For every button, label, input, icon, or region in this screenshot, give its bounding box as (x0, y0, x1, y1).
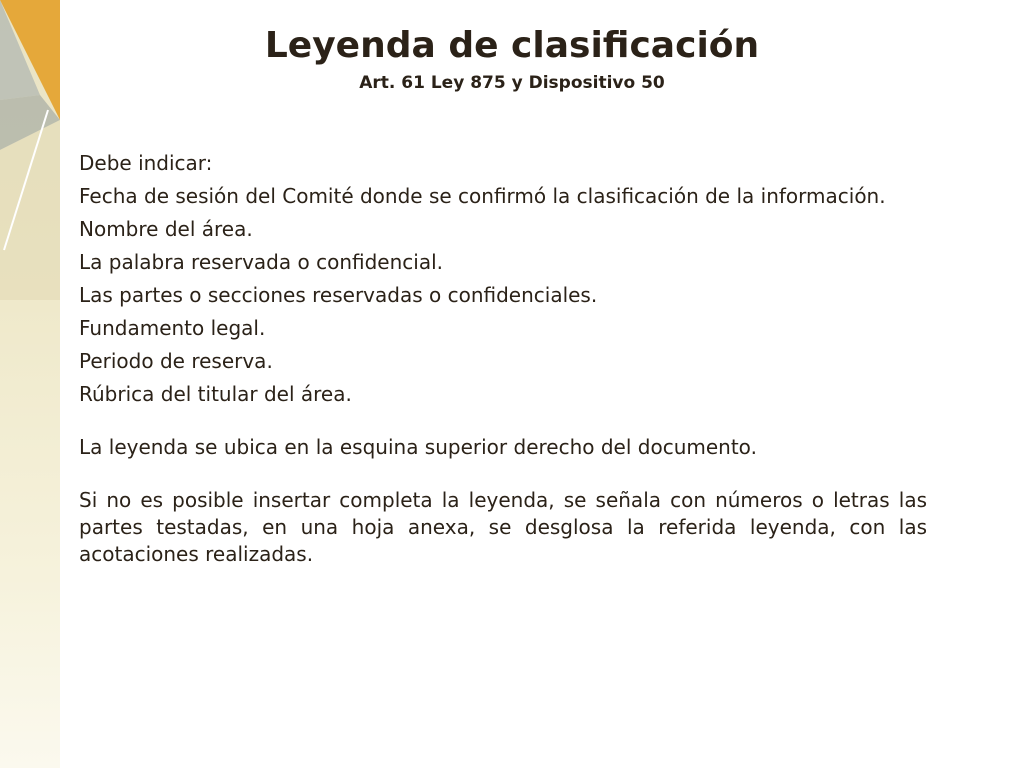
list-item: Periodo de reserva. (79, 349, 273, 373)
list-item: Fundamento legal. (79, 316, 266, 340)
slide-title: Leyenda de clasificación (264, 25, 760, 66)
list-item: La palabra reservada o confidencial. (79, 250, 443, 274)
title-block (60, 22, 964, 96)
location-note: La leyenda se ubica en la esquina superior derecho del documento. (79, 435, 757, 459)
list-item: Fecha de sesión del Comité donde se confirmó la clasificación de la información. (79, 184, 886, 208)
list-item: Nombre del área. (79, 217, 253, 241)
annex-note: Si no es posible insertar completa la leyenda, se señala con números o letras las partes testadas, en una hoja anexa, se desglosa la referida leyenda, con las acotaciones realizadas. (79, 488, 927, 566)
slide-body (79, 150, 927, 574)
intro-text: Debe indicar: (79, 151, 213, 175)
corner-decoration (0, 0, 60, 300)
list-item: Rúbrica del titular del área. (79, 382, 352, 406)
slide-subtitle: Art. 61 Ley 875 y Dispositivo 50 (359, 73, 665, 93)
list-item: Las partes o secciones reservadas o confidenciales. (79, 283, 598, 307)
